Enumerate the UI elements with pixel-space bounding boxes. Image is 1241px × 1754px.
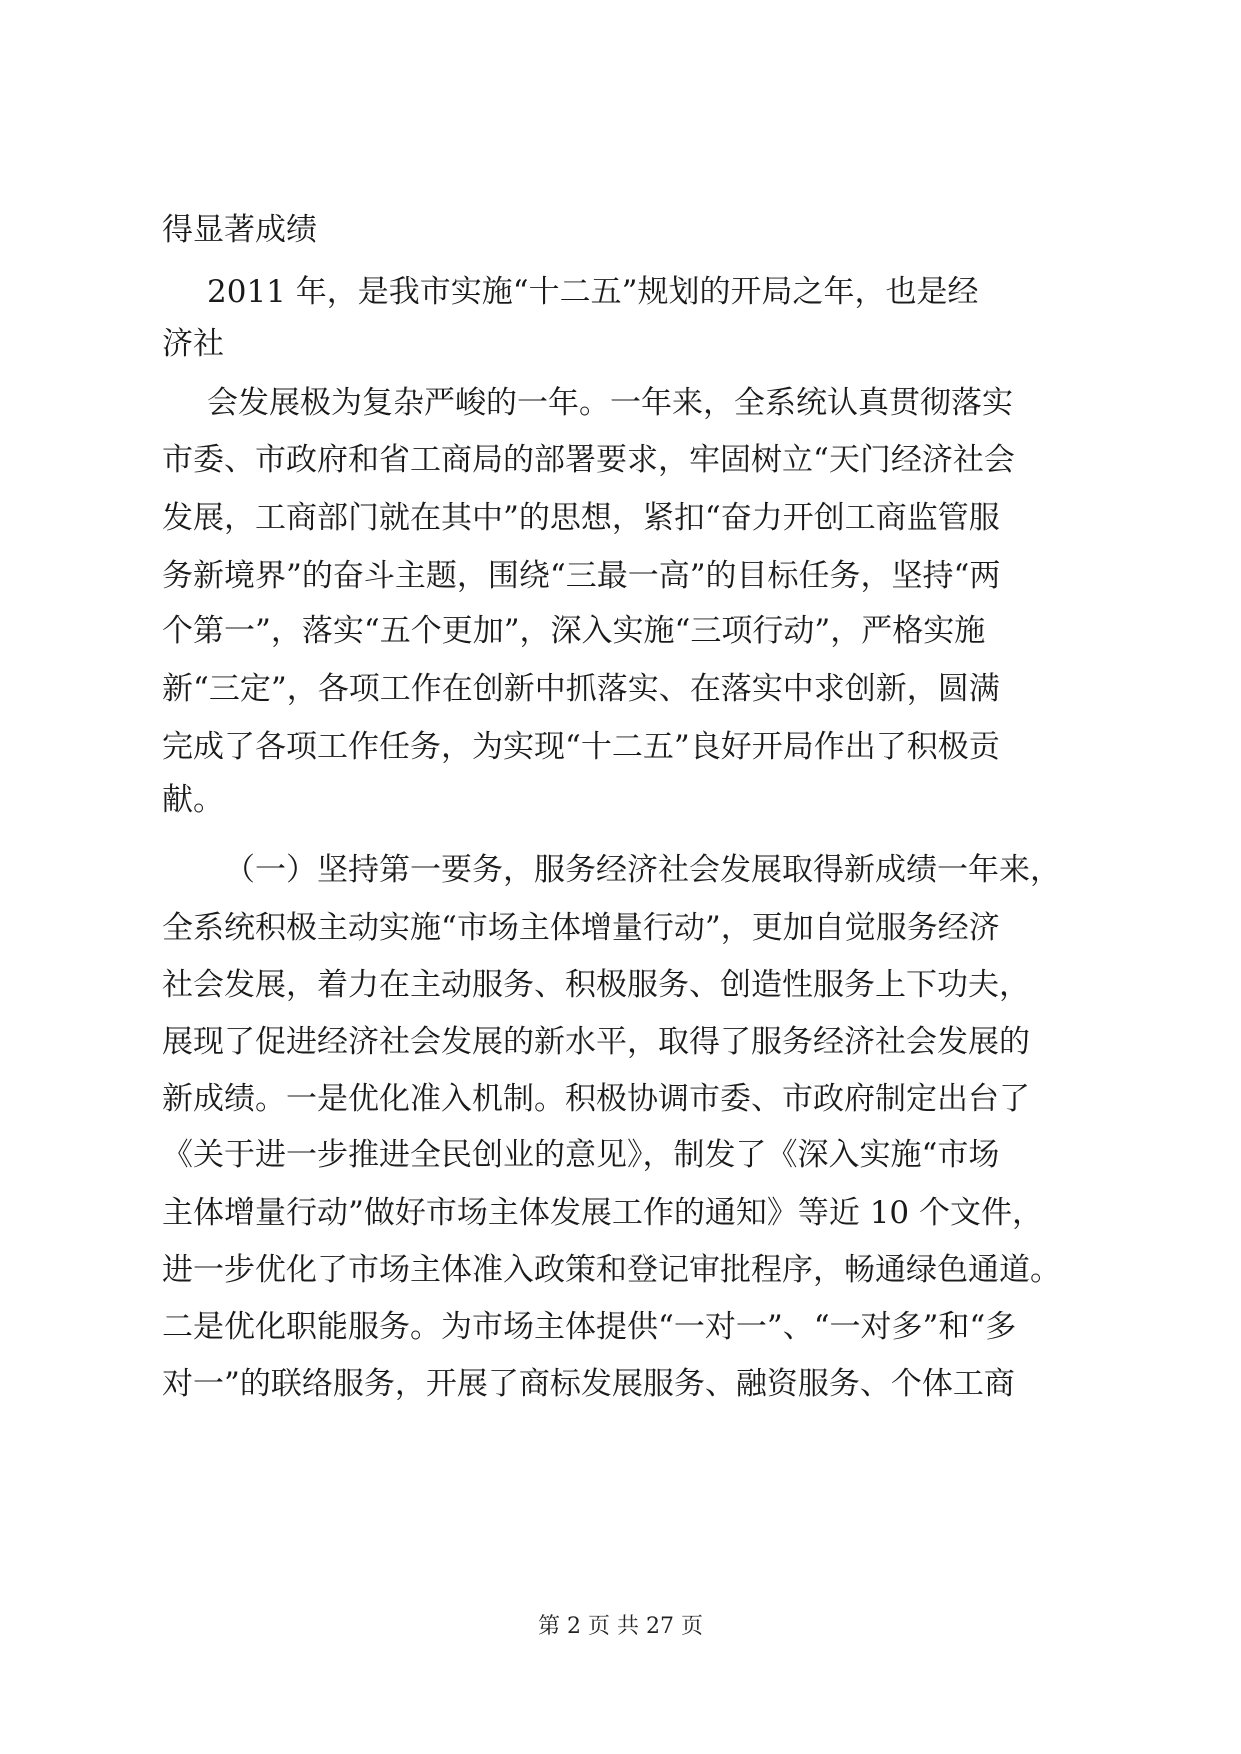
section-heading-line: （一）坚持第一要务，服务经济社会发展取得新成绩一年来， bbox=[224, 852, 1061, 888]
body-line: 发展，工商部门就在其中”的思想，紧扣“奋力开创工商监管服 bbox=[162, 500, 1000, 536]
page-number-footer: 第 2 页 共 27 页 bbox=[538, 1614, 703, 1639]
body-line: 完成了各项工作任务，为实现“十二五”良好开局作出了积极贡 bbox=[162, 729, 1000, 765]
body-line: 济社 bbox=[162, 326, 224, 362]
body-line: 献。 bbox=[162, 782, 224, 818]
body-line: 新“三定”，各项工作在创新中抓落实、在落实中求创新，圆满 bbox=[162, 671, 1000, 707]
body-line: 《关于进一步推进全民创业的意见》，制发了《深入实施“市场 bbox=[162, 1137, 1000, 1173]
body-line: 展现了促进经济社会发展的新水平，取得了服务经济社会发展的 bbox=[162, 1024, 1030, 1060]
body-line: 务新境界”的奋斗主题，围绕“三最一高”的目标任务，坚持“两 bbox=[162, 558, 1001, 594]
paragraph-start-line: 2011 年，是我市实施“十二五”规划的开局之年，也是经 bbox=[207, 274, 979, 310]
body-line: 主体增量行动”做好市场主体发展工作的通知》等近 10 个文件， bbox=[162, 1195, 1043, 1231]
body-line: 得显著成绩 bbox=[162, 212, 317, 248]
paragraph-start-line: 会发展极为复杂严峻的一年。一年来，全系统认真贯彻落实 bbox=[207, 385, 1013, 421]
body-line: 个第一”，落实“五个更加”，深入实施“三项行动”，严格实施 bbox=[162, 613, 986, 649]
body-line: 市委、市政府和省工商局的部署要求，牢固树立“天门经济社会 bbox=[162, 442, 1015, 478]
body-line: 全系统积极主动实施“市场主体增量行动”，更加自觉服务经济 bbox=[162, 910, 1000, 946]
body-line: 社会发展，着力在主动服务、积极服务、创造性服务上下功夫， bbox=[162, 967, 1030, 1003]
body-line: 进一步优化了市场主体准入政策和登记审批程序，畅通绿色通道。 bbox=[162, 1252, 1061, 1288]
body-line: 二是优化职能服务。为市场主体提供“一对一”、“一对多”和“多 bbox=[162, 1309, 1017, 1345]
body-line: 对一”的联络服务，开展了商标发展服务、融资服务、个体工商 bbox=[162, 1366, 1015, 1402]
body-line: 新成绩。一是优化准入机制。积极协调市委、市政府制定出台了 bbox=[162, 1081, 1030, 1117]
